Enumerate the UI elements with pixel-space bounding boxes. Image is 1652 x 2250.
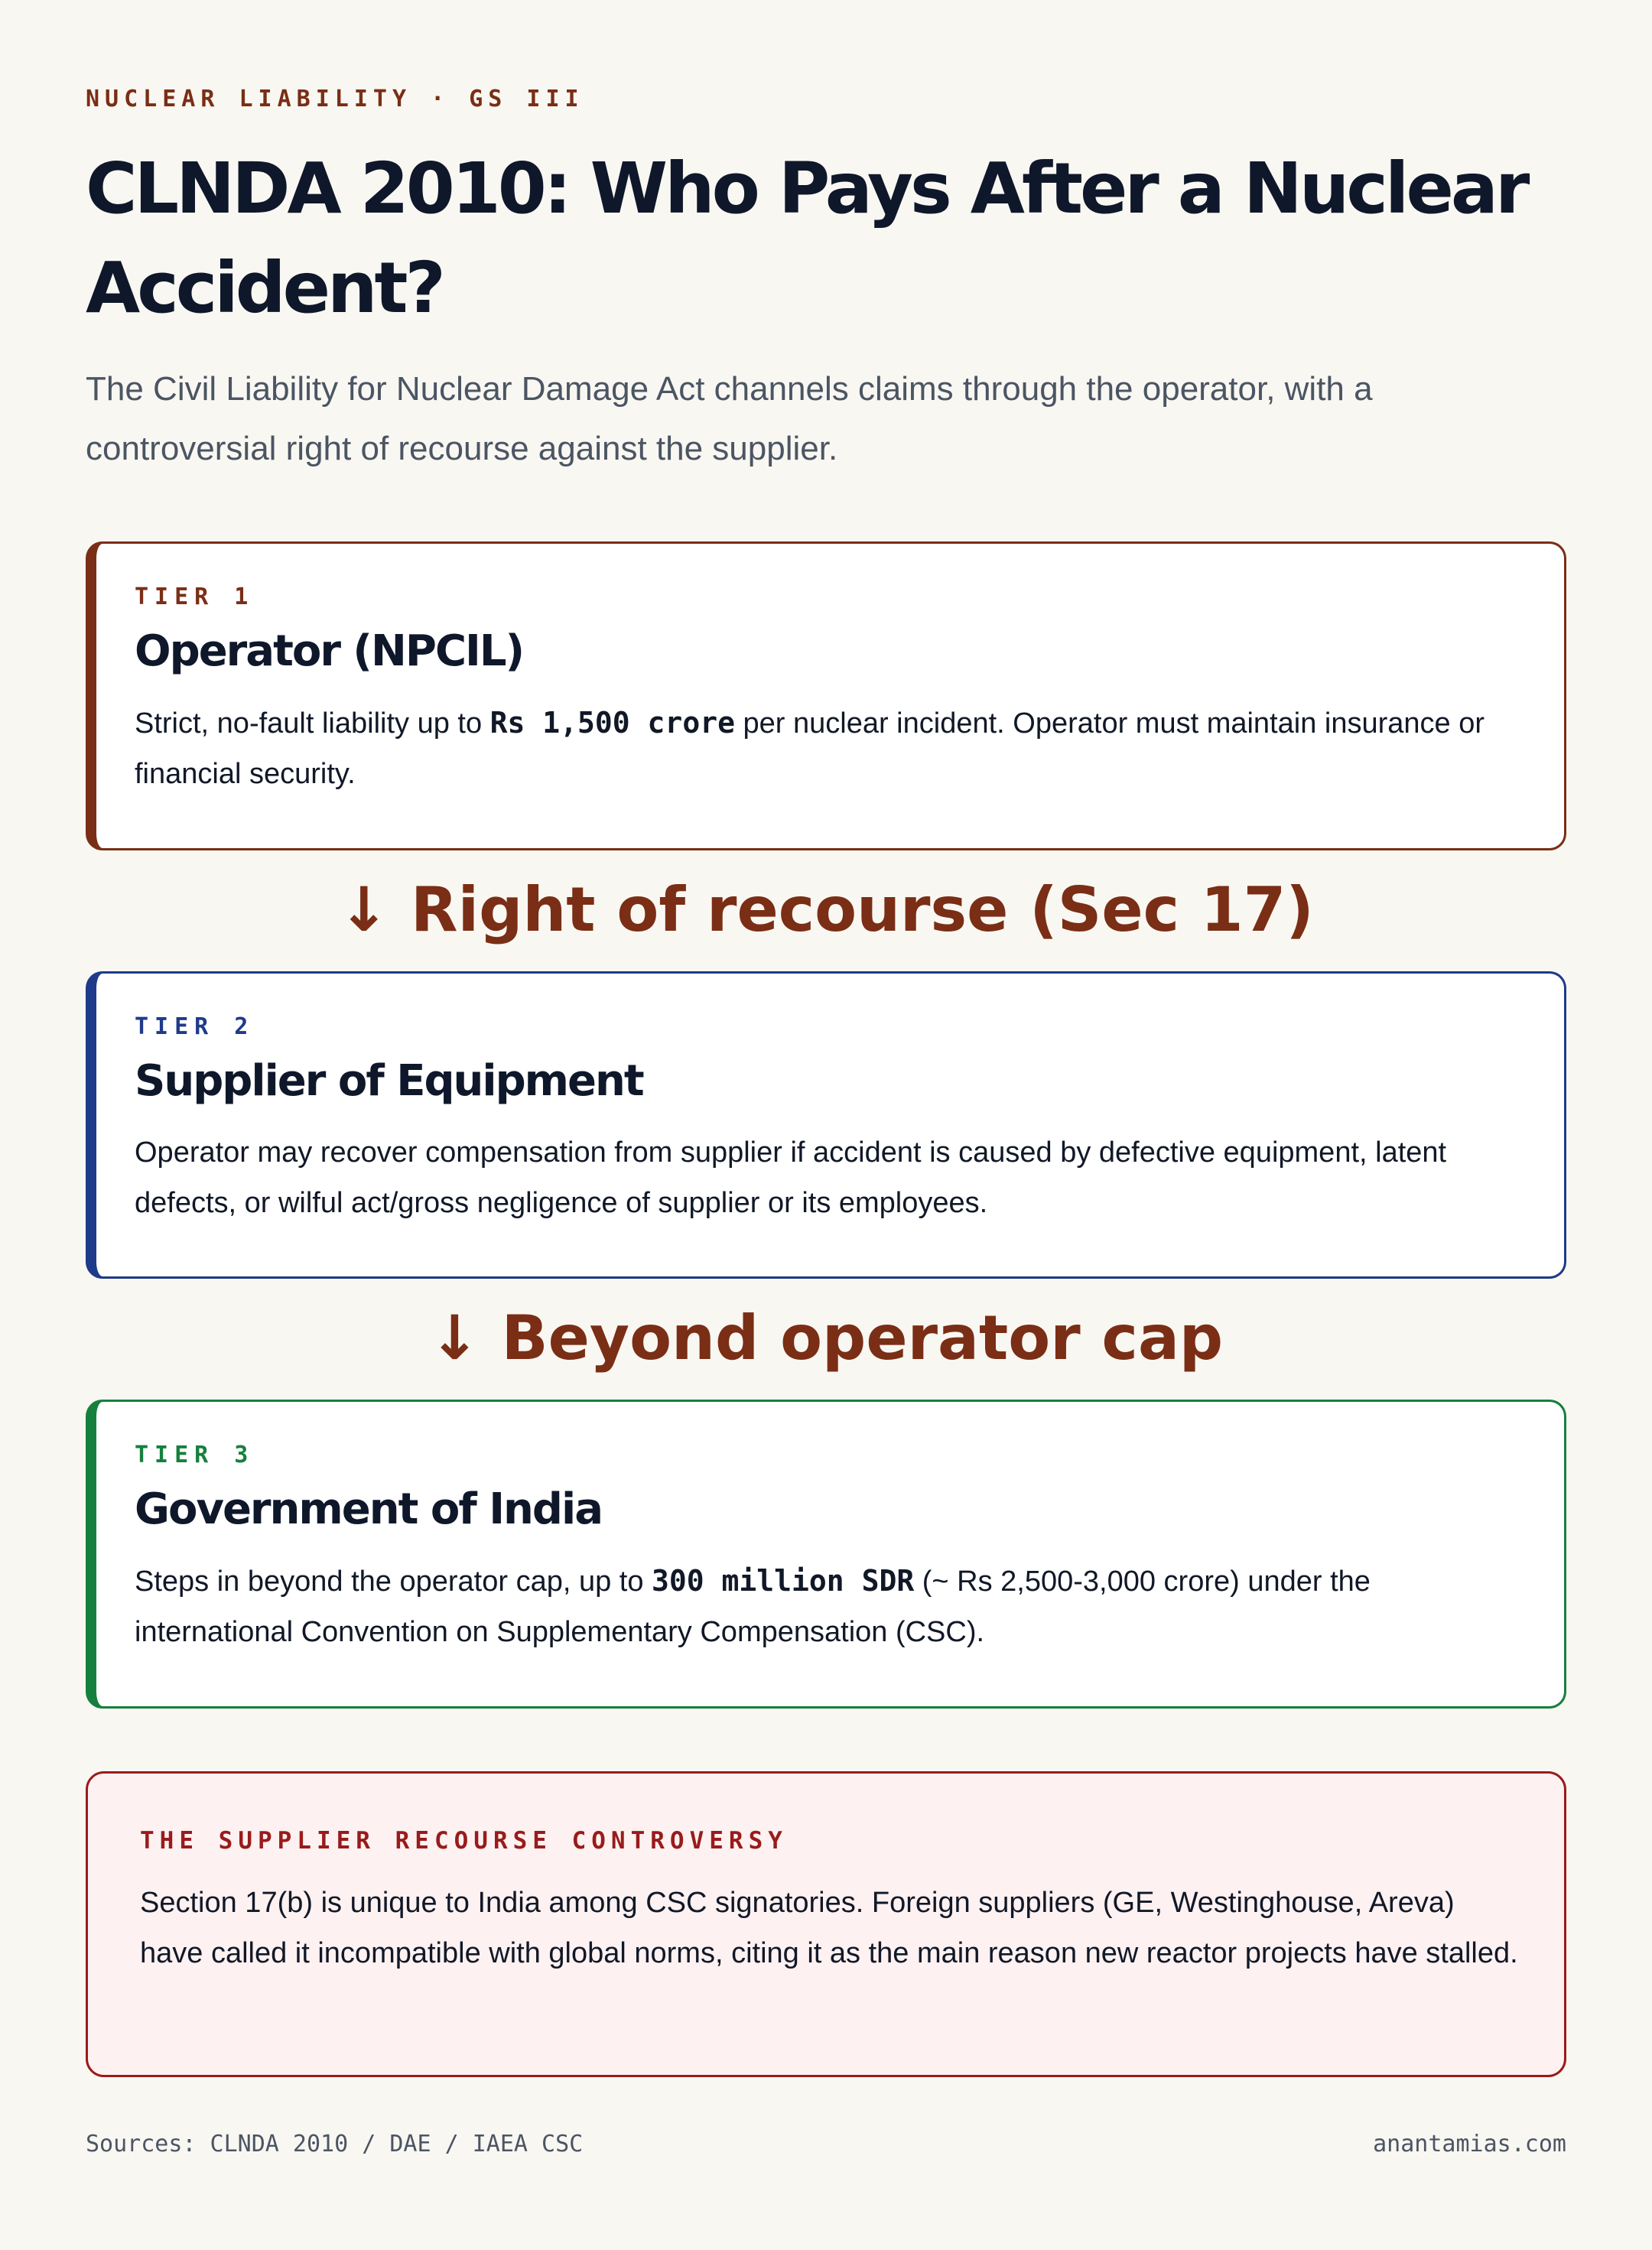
tier-1-desc-before: Strict, no-fault liability up to [135, 707, 490, 740]
tier-3-card [86, 1400, 1566, 1709]
tier-2-label: TIER 2 [135, 1013, 255, 1040]
tier-1-card [86, 541, 1566, 850]
controversy-callout [86, 1771, 1566, 2077]
callout-text: Section 17(b) is unique to India among CSC signatories. Foreign suppliers (GE, Westinghouse, Areva) have called it incompatible with global norms, citing it as the main reason new reactor projects have stalled. [140, 1887, 1518, 1969]
page-title: CLNDA 2010: Who Pays After a Nuclear Accident? [86, 148, 1527, 329]
tier-3-desc-before: Steps in beyond the operator cap, up to [135, 1566, 652, 1598]
tier-1-desc-after: per nuclear incident. Operator must maintain insurance or financial security. [135, 707, 1485, 790]
footer-sources: Sources: CLNDA 2010 / DAE / IAEA CSC [86, 2131, 584, 2157]
tier-3-sdr-amount: 300 million SDR [652, 1564, 915, 1598]
tier-3-label: TIER 3 [135, 1442, 255, 1468]
tier-3-name: Government of India [135, 1484, 602, 1534]
tier-1-label: TIER 1 [135, 584, 255, 610]
tier-2-name: Supplier of Equipment [135, 1056, 643, 1106]
tier-1-liability-cap: Rs 1,500 crore [489, 706, 735, 740]
connector-right-of-recourse: ↓ Right of recourse (Sec 17) [338, 874, 1314, 945]
callout-label: THE SUPPLIER RECOURSE CONTROVERSY [140, 1827, 788, 1855]
footer-site: anantamias.com [1373, 2131, 1566, 2157]
page-subtitle: The Civil Liability for Nuclear Damage Act channels claims through the operator, with a controversial right of recourse against the supplier. [86, 370, 1373, 467]
tier-1-description [135, 697, 1526, 799]
eyebrow-label: NUCLEAR LIABILITY · GS III [86, 86, 584, 112]
tier-3-description [135, 1556, 1526, 1657]
tier-3-desc-after: (~ Rs 2,500-3,000 crore) under the international Convention on Supplementary Compensation (CSC). [135, 1566, 1371, 1648]
tier-2-description: Operator may recover compensation from supplier if accident is caused by defective equipment, latent defects, or wilful act/gross negligence of supplier or its employees. [135, 1136, 1447, 1219]
tier-2-card [86, 971, 1566, 1279]
tier-1-name: Operator (NPCIL) [135, 626, 524, 676]
connector-beyond-operator-cap: ↓ Beyond operator cap [428, 1302, 1224, 1374]
